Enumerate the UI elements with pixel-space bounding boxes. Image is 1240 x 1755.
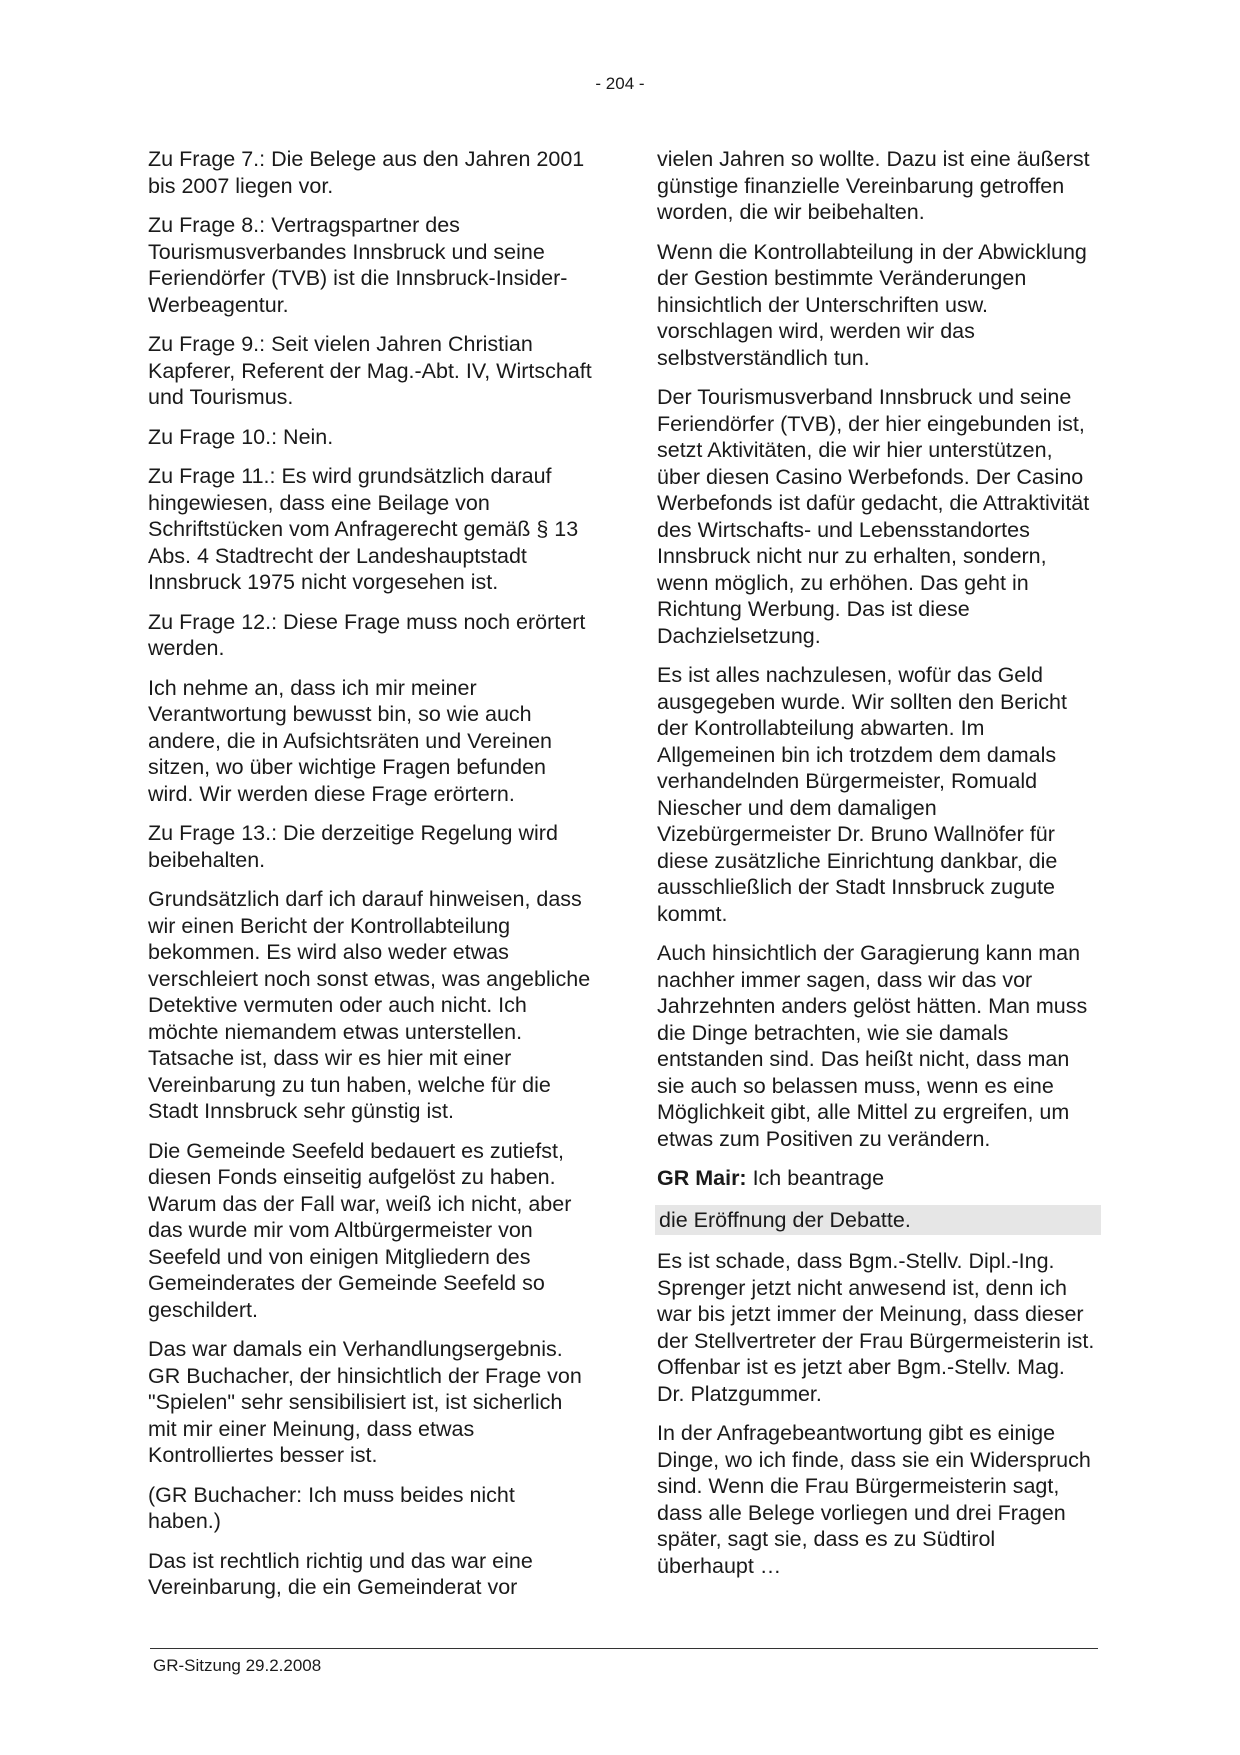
paragraph: Grundsätzlich darf ich darauf hinweisen, dass wir einen Bericht der Kontrollabteilung bekommen. Es wird also weder etwas verschleiert noch sonst etwas, was angebliche Detektive vermuten oder auch nicht. Ich möchte niemandem etwas unterstellen. Tatsache ist, dass wir es hier mit einer Vereinbarung zu tun haben, welche für die Stadt Innsbruck sehr günstig ist. bbox=[148, 887, 591, 1123]
paragraph: Wenn die Kontrollabteilung in der Abwicklung der Gestion bestimmte Veränderungen hinsichtlich der Unterschriften usw. vorschlagen wird, werden wir das selbstverständlich tun. bbox=[657, 239, 1087, 370]
right-column bbox=[657, 146, 1097, 1592]
speaker-text: Ich beantrage bbox=[746, 1166, 885, 1190]
paragraph: Zu Frage 13.: Die derzeitige Regelung wird beibehalten. bbox=[148, 821, 558, 872]
paragraph: vielen Jahren so wollte. Dazu ist eine äußerst günstige finanzielle Vereinbarung getroffen worden, die wir beibehalten. bbox=[657, 147, 1090, 224]
paragraph: Ich nehme an, dass ich mir meiner Verantwortung bewusst bin, so wie auch andere, die in Aufsichtsräten und Vereinen sitzen, wo über wichtige Fragen befunden wird. Wir werden diese Frage erörtern. bbox=[148, 675, 553, 806]
paragraph: Zu Frage 7.: Die Belege aus den Jahren 2001 bis 2007 liegen vor. bbox=[148, 147, 585, 198]
paragraph: Das ist rechtlich richtig und das war eine Vereinbarung, die ein Gemeinderat vor bbox=[148, 1548, 533, 1599]
paragraph: In der Anfragebeantwortung gibt es einige Dinge, wo ich finde, dass sie ein Widerspruch sind. Wenn die Frau Bürgermeisterin sagt, dass alle Belege vorliegen und drei Fragen später, sagt sie, dass es zu Südtirol überhaupt … bbox=[657, 1421, 1091, 1578]
page-number: - 204 - bbox=[595, 74, 645, 93]
paragraph: Das war damals ein Verhandlungsergebnis. GR Buchacher, der hinsichtlich der Frage von "Spielen" sehr sensibilisiert ist, ist sicherlich mit mir einer Meinung, dass etwas Kontrolliertes besser ist. bbox=[148, 1337, 582, 1467]
paragraph: Zu Frage 9.: Seit vielen Jahren Christian Kapferer, Referent der Mag.-Abt. IV, Wirtschaft und Tourismus. bbox=[148, 332, 592, 409]
footer-session-date: GR-Sitzung 29.2.2008 bbox=[153, 1656, 322, 1675]
speaker-paragraph bbox=[657, 1165, 1097, 1192]
paragraph: Es ist schade, dass Bgm.-Stellv. Dipl.-Ing. Sprenger jetzt nicht anwesend ist, denn ich war bis jetzt immer der Meinung, dass dieser der Stellvertreter der Frau Bürgermeisterin ist. Offenbar ist es jetzt aber Bgm.-Stellv. Mag. Dr. Platzgummer. bbox=[657, 1249, 1095, 1406]
paragraph: Zu Frage 11.: Es wird grundsätzlich darauf hingewiesen, dass eine Beilage von Schriftstücken vom Anfragerecht gemäß § 13 Abs. 4 Stadtrecht der Landeshauptstadt Innsbruck 1975 nicht vorgesehen ist. bbox=[148, 464, 579, 594]
paragraph: Es ist alles nachzulesen, wofür das Geld ausgegeben wurde. Wir sollten den Bericht der Kontrollabteilung abwarten. Im Allgemeinen bin ich trotzdem dem damals verhandelnden Bürgermeister, Romuald Niescher und dem damaligen Vizebürgermeister Dr. Bruno Wallnöfer für diese zusätzliche Einrichtung dankbar, die ausschließlich der Stadt Innsbruck zugute kommt. bbox=[657, 663, 1067, 926]
paragraph: Zu Frage 8.: Vertragspartner des Tourismusverbandes Innsbruck und seine Feriendörfer (TVB) ist die Innsbruck-Insider-Werbeagentur. bbox=[148, 213, 568, 317]
motion-highlight: die Eröffnung der Debatte. bbox=[655, 1205, 1101, 1236]
footer-divider bbox=[150, 1648, 1098, 1649]
paragraph: Die Gemeinde Seefeld bedauert es zutiefst, diesen Fonds einseitig aufgelöst zu haben. Warum das der Fall war, weiß ich nicht, aber das wurde mir vom Altbürgermeister von Seefeld und von einigen Mitgliedern des Gemeinderates der Gemeinde Seefeld so geschildert. bbox=[148, 1138, 572, 1322]
interjection: (GR Buchacher: Ich muss beides nicht haben.) bbox=[148, 1482, 515, 1533]
paragraph: Zu Frage 10.: Nein. bbox=[148, 424, 334, 449]
left-column bbox=[148, 146, 593, 1614]
paragraph: Auch hinsichtlich der Garagierung kann man nachher immer sagen, dass wir das vor Jahrzehnten anders gelöst hätten. Man muss die Dinge betrachten, wie sie damals entstanden sind. Das heißt nicht, dass man sie auch so belassen muss, wenn es eine Möglichkeit gibt, alle Mittel zu ergreifen, um etwas zum Positiven zu verändern. bbox=[657, 941, 1088, 1151]
paragraph: Zu Frage 12.: Diese Frage muss noch erörtert werden. bbox=[148, 609, 586, 660]
paragraph: Der Tourismusverband Innsbruck und seine Feriendörfer (TVB), der hier eingebunden ist, setzt Aktivitäten, die wir hier unterstützen, über diesen Casino Werbefonds. Der Casino Werbefonds ist dafür gedacht, die Attraktivität des Wirtschafts- und Lebensstandortes Innsbruck nicht nur zu erhalten, sondern, wenn möglich, zu erhöhen. Das geht in Richtung Werbung. Das ist diese Dachzielsetzung. bbox=[657, 385, 1090, 648]
speaker-name: GR Mair: bbox=[657, 1166, 747, 1190]
